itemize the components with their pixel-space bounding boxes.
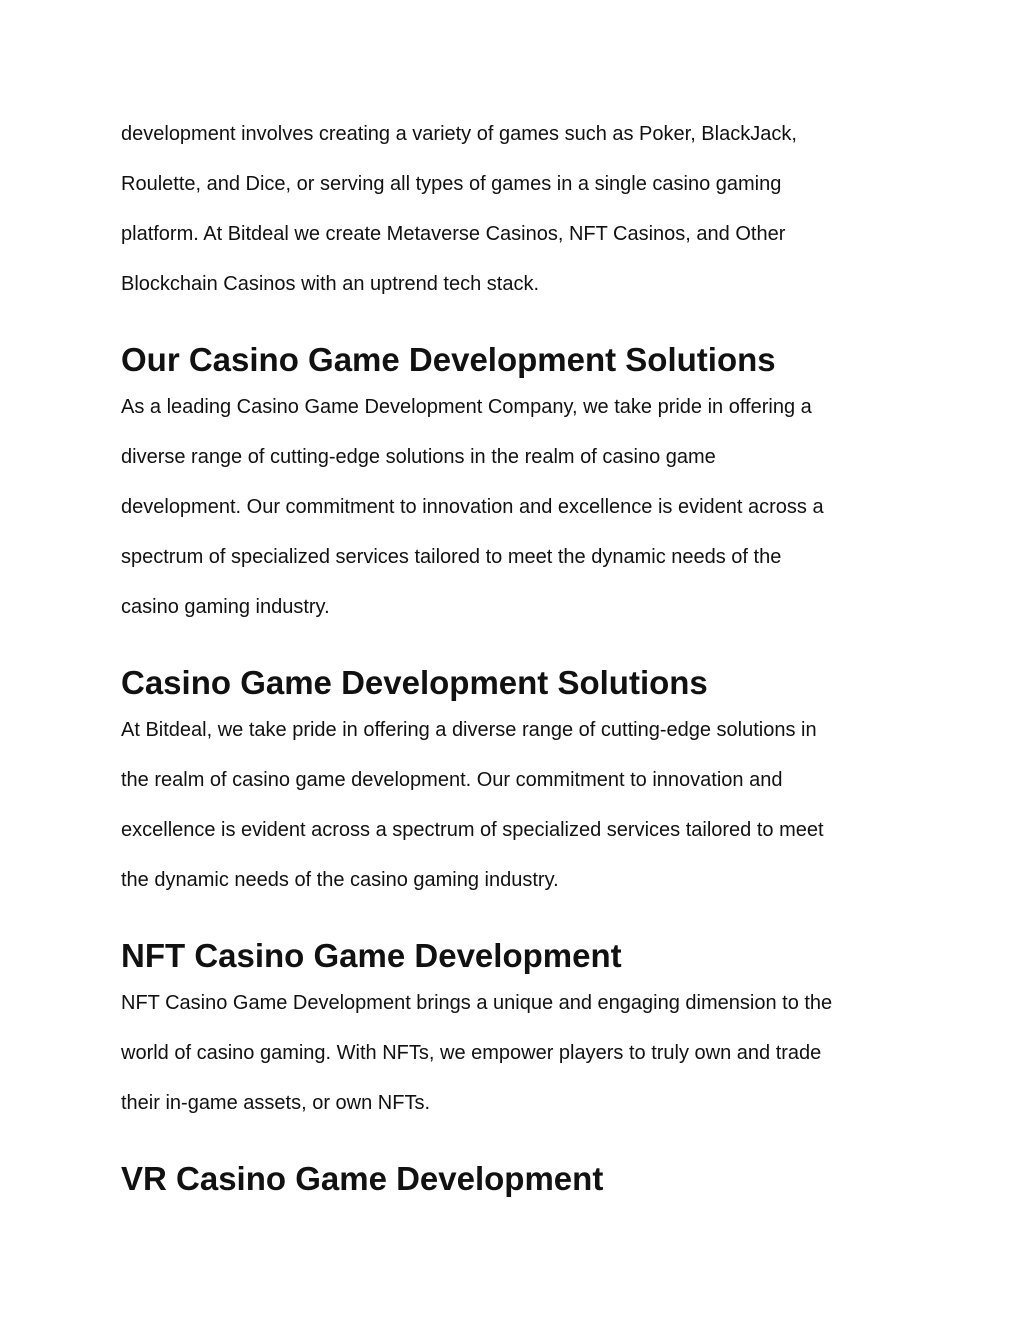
- paragraph-line: spectrum of specialized services tailored to meet the dynamic needs of the: [121, 546, 782, 568]
- paragraph-line: casino gaming industry.: [121, 596, 330, 618]
- section-heading: Casino Game Development Solutions: [121, 664, 708, 701]
- section-heading: NFT Casino Game Development: [121, 937, 622, 974]
- paragraph-line: the dynamic needs of the casino gaming industry.: [121, 869, 559, 891]
- paragraph-line: development. Our commitment to innovation and excellence is evident across a: [121, 496, 824, 518]
- intro-line: Blockchain Casinos with an uptrend tech stack.: [121, 273, 539, 295]
- paragraph-line: As a leading Casino Game Development Company, we take pride in offering a: [121, 396, 812, 418]
- section-heading: VR Casino Game Development: [121, 1160, 604, 1197]
- intro-line: development involves creating a variety of games such as Poker, BlackJack,: [121, 123, 797, 145]
- intro-line: Roulette, and Dice, or serving all types of games in a single casino gaming: [121, 173, 782, 195]
- intro-line: platform. At Bitdeal we create Metaverse Casinos, NFT Casinos, and Other: [121, 223, 786, 245]
- section-heading: Our Casino Game Development Solutions: [121, 341, 776, 378]
- paragraph-line: their in-game assets, or own NFTs.: [121, 1092, 430, 1114]
- paragraph-line: NFT Casino Game Development brings a unique and engaging dimension to the: [121, 992, 833, 1014]
- paragraph-line: the realm of casino game development. Our commitment to innovation and: [121, 769, 783, 791]
- paragraph-line: diverse range of cutting-edge solutions in the realm of casino game: [121, 446, 716, 468]
- paragraph-line: excellence is evident across a spectrum of specialized services tailored to meet: [121, 819, 824, 841]
- paragraph-line: At Bitdeal, we take pride in offering a diverse range of cutting-edge solutions in: [121, 719, 817, 741]
- paragraph-line: world of casino gaming. With NFTs, we empower players to truly own and trade: [121, 1042, 822, 1064]
